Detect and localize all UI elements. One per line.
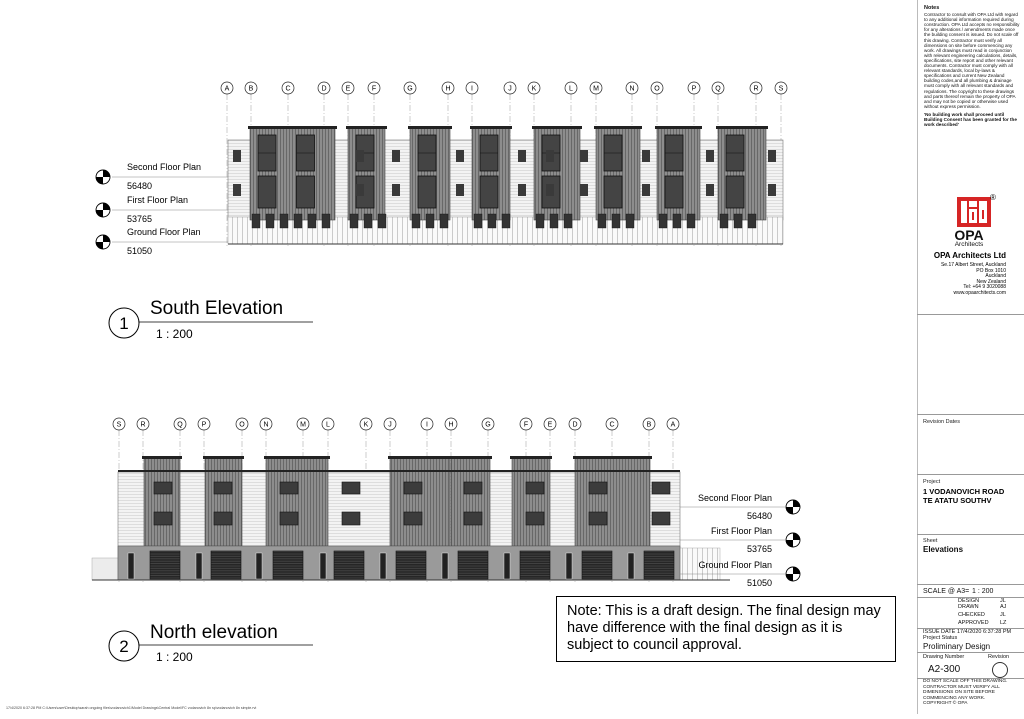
garage-door (334, 551, 364, 579)
notes-warning: 'No building work shall proceed until Building Consent has been granted for the work described' (924, 111, 1017, 128)
design-label: DESIGN (958, 598, 980, 604)
small-window (580, 150, 588, 162)
level-datum-quadrant (103, 203, 110, 210)
north-title-block (109, 622, 313, 664)
logo-subtitle: Architects (954, 241, 984, 248)
window (526, 512, 544, 525)
level-value: 51050 (746, 578, 772, 588)
door (252, 214, 260, 228)
entry-door (320, 553, 326, 579)
grid-label: K (531, 85, 537, 93)
grid-label: C (609, 421, 615, 429)
grid-label: B (646, 421, 652, 429)
level-datum-quadrant (786, 507, 793, 514)
window (342, 482, 360, 494)
entry-door (128, 553, 134, 579)
grid-label: N (263, 421, 269, 429)
small-window (706, 184, 714, 196)
window (342, 512, 360, 525)
roof-parapet (510, 456, 552, 459)
grid-label: P (201, 421, 207, 429)
roof-parapet (655, 126, 702, 129)
small-window (392, 184, 400, 196)
entry-door (504, 553, 510, 579)
grid-label: J (388, 421, 392, 429)
grid-label: M (300, 421, 306, 429)
grid-label: N (629, 85, 635, 93)
entry-door (566, 553, 572, 579)
roof-parapet (248, 126, 337, 129)
south-level-markers (96, 162, 228, 256)
window (404, 512, 422, 525)
small-window (518, 150, 526, 162)
door (687, 214, 695, 228)
north-elevation-building (92, 456, 730, 580)
small-window (706, 150, 714, 162)
entry-door (442, 553, 448, 579)
footer-file-path: 17/4/2020 6:37:28 PM C:\Users\user\Desktop\sarah ongoing files\vodanovich1\Model Drawings\Central Model\FC vodanovich 8n sp\vodanovich 8n simple.rvt (6, 706, 257, 710)
grid-label: I (426, 421, 428, 429)
door (748, 214, 756, 228)
checked-value: JL (1000, 612, 1006, 618)
divider (917, 314, 1024, 315)
entry-door (380, 553, 386, 579)
small-window (456, 184, 464, 196)
draft-design-note: Note: This is a draft design. The final design may have difference with the final design as it is subject to council approval. (556, 596, 896, 662)
project-label: Project (923, 479, 941, 485)
checked-label: CHECKED (958, 612, 985, 618)
drawing-number-label: Drawing Number (923, 654, 965, 660)
roof-parapet (203, 456, 244, 459)
grid-label: A (670, 421, 676, 429)
north-level-markers (680, 493, 800, 588)
registered-mark: ® (990, 193, 996, 202)
small-window (456, 150, 464, 162)
door (488, 214, 496, 228)
revision-circle-icon (992, 662, 1008, 678)
roof-line (118, 470, 680, 472)
grid-label: S (778, 85, 784, 93)
grid-label: R (753, 85, 759, 93)
scale-value: 1 : 200 (972, 588, 994, 595)
grid-label: L (569, 85, 573, 93)
scale-label: SCALE @ A3= (923, 588, 970, 595)
grid-label: O (654, 85, 660, 93)
grid-label: H (448, 421, 454, 429)
level-datum-quadrant (96, 177, 103, 184)
window (526, 482, 544, 494)
grid-label: D (321, 85, 327, 93)
revision-label: Revision (988, 654, 1010, 660)
door (598, 214, 606, 228)
divider (917, 584, 1024, 585)
roof-parapet (573, 456, 652, 459)
window (404, 482, 422, 494)
window (280, 512, 298, 525)
door (612, 214, 620, 228)
level-datum-quadrant (793, 533, 800, 540)
roof-parapet (594, 126, 642, 129)
south-view-scale: 1 : 200 (156, 327, 193, 341)
window (604, 176, 622, 208)
roof-parapet (470, 126, 512, 129)
grid-label: H (445, 85, 451, 93)
door (350, 214, 358, 228)
level-value: 53765 (127, 214, 153, 224)
grid-label: I (471, 85, 473, 93)
garage-door (396, 551, 426, 579)
north-view-number: 2 (119, 637, 129, 656)
garage-door (644, 551, 674, 579)
window (652, 512, 670, 525)
south-view-number: 1 (119, 314, 129, 333)
grid-label: G (407, 85, 413, 93)
window (464, 482, 482, 494)
divider (917, 534, 1024, 535)
garage-door (458, 551, 488, 579)
entry-door (256, 553, 262, 579)
door (308, 214, 316, 228)
grid-label: C (285, 85, 291, 93)
drawn-label: DRAWN (958, 604, 979, 610)
grid-label: Q (177, 421, 183, 429)
logo-wordmark: OPA (954, 227, 984, 243)
door (673, 214, 681, 228)
level-datum-quadrant (793, 567, 800, 574)
grid-label: O (239, 421, 245, 429)
small-window (546, 184, 554, 196)
level-datum-quadrant (103, 235, 110, 242)
door (266, 214, 274, 228)
garage-door (520, 551, 550, 579)
issue-date-label: ISSUE DATE (923, 629, 956, 635)
window (464, 512, 482, 525)
roof-parapet (264, 456, 330, 459)
roof-parapet (716, 126, 768, 129)
window (652, 482, 670, 494)
grid-label: Q (715, 85, 721, 93)
door (720, 214, 728, 228)
door (412, 214, 420, 228)
small-window (392, 150, 400, 162)
small-window (518, 184, 526, 196)
revision-dates-label: Revision Dates (923, 419, 960, 425)
window (589, 512, 607, 525)
grid-label: F (371, 85, 377, 93)
divider (917, 652, 1024, 653)
roof-parapet (532, 126, 582, 129)
notes-heading: Notes (924, 5, 940, 11)
roof-parapet (388, 456, 452, 459)
grid-label: B (248, 85, 254, 93)
divider (917, 474, 1024, 475)
window (154, 482, 172, 494)
entry-door (196, 553, 202, 579)
window (726, 176, 744, 208)
grid-label: L (326, 421, 330, 429)
project-name: 1 VODANOVICH ROAD TE ATATU SOUTHV (923, 487, 1005, 505)
grid-label: R (140, 421, 146, 429)
door (364, 214, 372, 228)
south-title-block (109, 298, 313, 341)
grid-label: E (345, 85, 351, 93)
window (589, 482, 607, 494)
roof-parapet (142, 456, 182, 459)
door (536, 214, 544, 228)
grid-label: M (593, 85, 599, 93)
door (564, 214, 572, 228)
small-window (642, 184, 650, 196)
project-status-value: Proliminary Design (923, 642, 991, 651)
level-datum-quadrant (786, 540, 793, 547)
level-name: Second Floor Plan (127, 162, 202, 172)
entry-door (628, 553, 634, 579)
door (378, 214, 386, 228)
small-window (768, 184, 776, 196)
door (426, 214, 434, 228)
window (214, 512, 232, 525)
small-window (233, 184, 241, 196)
grid-label: J (508, 85, 512, 93)
small-window (233, 150, 241, 162)
grid-label: S (116, 421, 122, 429)
grid-label: F (523, 421, 529, 429)
window (258, 176, 276, 208)
small-window (768, 150, 776, 162)
level-name: First Floor Plan (127, 195, 189, 205)
door (294, 214, 302, 228)
small-window (546, 150, 554, 162)
roof-parapet (346, 126, 387, 129)
window (280, 482, 298, 494)
roof-parapet (408, 126, 452, 129)
firm-address: Se.17 Albert Street, Auckland PO Box 1010 Auckland New Zealand Tel: +64 9 3020088 www.opaarchitects.com (940, 262, 1006, 296)
door (626, 214, 634, 228)
door (734, 214, 742, 228)
door (502, 214, 510, 228)
door (440, 214, 448, 228)
small-window (580, 184, 588, 196)
footer-warning: DO NOT SCALE OFF THIS DRAWING. CONTRACTOR MUST VERIFY ALL DIMENSIONS ON SITE BEFORE COMMENCING ANY WORK. COPYRIGHT © OPA (923, 679, 1008, 707)
small-window (356, 184, 364, 196)
level-value: 53765 (746, 544, 772, 554)
garage-door (150, 551, 180, 579)
grid-label: D (572, 421, 578, 429)
window (297, 176, 315, 208)
door (550, 214, 558, 228)
garage-door (582, 551, 612, 579)
sheet-label: Sheet (923, 538, 938, 544)
issue-date-value: 17/4/2020 6:37:28 PM (957, 629, 1012, 635)
south-elevation-building (228, 126, 783, 244)
small-window (356, 150, 364, 162)
door (659, 214, 667, 228)
notes-text: Contractor to consult with OPA Ltd with regard to any additional information required during construction. OPA Ltd accepts no responsibility for any alterations / amendments made once the building consent is issued. Do not scale off this drawing. Contractor must verify all dimensions on site before commencing any work. All drawings must read in conjunction with relevant engineering calculations, details, specifications, site report and other relevant documents. Contractor must comply with all relevant standards, local by-laws & specifications and current New Zealand building codes,and all plumbing & drainage must comply with all relevant standards and regulations. The copyright to these drawings and parts thereof remain the property of OPA and may not be copied or otherwise used without express permission. (924, 12, 1020, 109)
level-datum-quadrant (96, 242, 103, 249)
roof-parapet (449, 456, 492, 459)
grid-label: G (485, 421, 491, 429)
approved-value: LZ (1000, 620, 1007, 626)
level-value: 56480 (127, 181, 153, 191)
level-value: 56480 (746, 511, 772, 521)
grid-label: P (691, 85, 697, 93)
notes-section (924, 6, 1020, 127)
door (474, 214, 482, 228)
divider (917, 414, 1024, 415)
level-name: First Floor Plan (710, 526, 772, 536)
project-status-label: Project Status (923, 635, 958, 641)
drawn-value: AJ (1000, 604, 1007, 610)
door (280, 214, 288, 228)
window (154, 512, 172, 525)
door (322, 214, 330, 228)
south-view-title: South Elevation (150, 298, 284, 319)
level-datum-quadrant (96, 210, 103, 217)
level-value: 51050 (127, 246, 153, 256)
garage-door (273, 551, 303, 579)
window (214, 482, 232, 494)
sheet-name: Elevations (923, 545, 964, 554)
garage-door (211, 551, 241, 579)
grid-label: K (363, 421, 369, 429)
window (480, 176, 498, 208)
window (665, 176, 683, 208)
design-value: JL (1000, 598, 1006, 604)
firm-name: OPA Architects Ltd (933, 251, 1006, 260)
grid-label: A (224, 85, 230, 93)
level-datum-quadrant (793, 500, 800, 507)
level-datum-quadrant (786, 574, 793, 581)
level-name: Second Floor Plan (697, 493, 772, 503)
north-view-scale: 1 : 200 (156, 650, 193, 664)
approved-label: APPROVED (958, 620, 989, 626)
small-window (642, 150, 650, 162)
level-name: Ground Floor Plan (127, 227, 201, 237)
drawing-number: A2-300 (928, 664, 961, 675)
level-datum-quadrant (103, 170, 110, 177)
window (418, 176, 436, 208)
north-view-title: North elevation (150, 622, 278, 643)
grid-label: E (547, 421, 553, 429)
level-name: Ground Floor Plan (698, 560, 772, 570)
